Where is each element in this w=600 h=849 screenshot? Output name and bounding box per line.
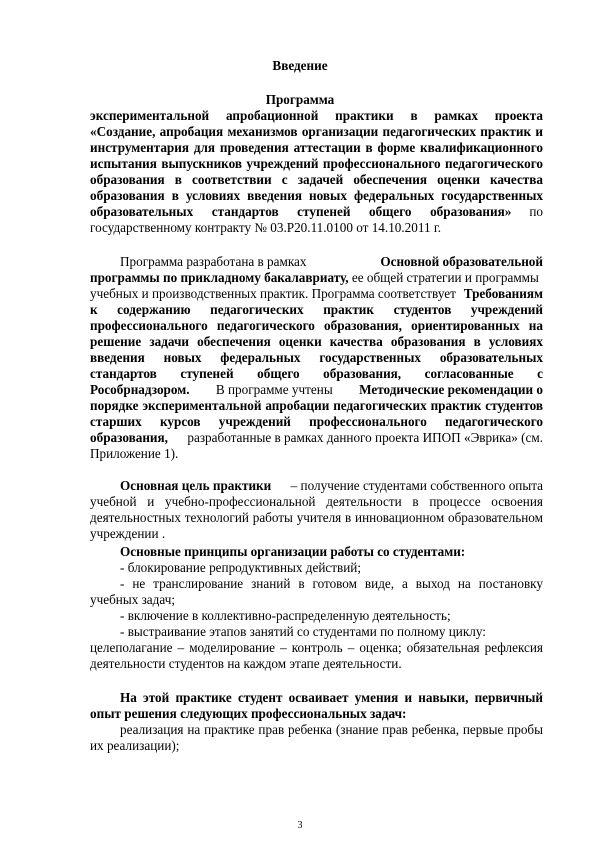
list-item: - блокирование репродуктивных действий; bbox=[120, 560, 362, 575]
block2-line: к содержанию педагогических практик студентов учреждений bbox=[90, 302, 543, 317]
block2-line bbox=[120, 254, 543, 270]
text-run: Программа разработана в рамках bbox=[120, 254, 307, 269]
list-item-cont: целеполагание – моделирование – контроль – оценка; обязательная рефлексия bbox=[90, 640, 543, 655]
text-run-bold: Рособрнадзором. bbox=[90, 382, 190, 397]
text-run-bold: Требованиям bbox=[463, 286, 543, 301]
block1-line: образования в соответствии с задачей обеспечения оценки качества bbox=[90, 172, 543, 187]
list-item: - не транслирование знаний в готовом виде, а выход на постановку bbox=[120, 576, 543, 591]
block2-line: стандартов ступеней общего образования, согласованные с bbox=[90, 366, 543, 381]
text-run-bold: программы по прикладному бакалавриату, bbox=[90, 270, 349, 285]
text-run: ее общей стратегии и программы bbox=[351, 270, 539, 285]
block4-line: их реализации); bbox=[90, 738, 180, 753]
block4-heading: На этой практике студент осваивает умения и навыки, первичный bbox=[120, 690, 543, 705]
block4-heading: опыт решения следующих профессиональных задач: bbox=[90, 706, 407, 721]
text-run: – получение студентами собственного опыта bbox=[290, 478, 543, 493]
block1-line bbox=[90, 204, 543, 220]
text-run: учебных и производственных практик. Программа соответствует bbox=[90, 286, 456, 301]
block1-tail: по bbox=[529, 204, 543, 219]
block2-line bbox=[90, 382, 543, 398]
text-run-bold: Основной образовательной bbox=[380, 254, 543, 269]
block3-line: учреждении . bbox=[90, 526, 166, 541]
block3-line: деятельностных технологий работы учителя в инновационном образовательном bbox=[90, 510, 543, 525]
block1-line: «Создание, апробация механизмов организации педагогических практик и bbox=[90, 124, 543, 139]
block1-line: образования в условиях введения новых федеральных государственных bbox=[90, 188, 543, 203]
standards-title: образовательных стандартов ступеней общего образования» bbox=[90, 204, 512, 219]
block2-line: введения новых федеральных государственных образовательных bbox=[90, 350, 543, 365]
block2-line: решение задачи обеспечения оценки качества образования в условиях bbox=[90, 334, 543, 349]
block1-line: экспериментальной апробационной практики в рамках проекта bbox=[90, 108, 543, 123]
list-item-cont: деятельности студентов на каждом этапе деятельности. bbox=[90, 656, 402, 671]
block2-line: Приложение 1). bbox=[90, 446, 179, 461]
text-run-bold: Методические рекомендации о bbox=[359, 382, 543, 397]
block1-line: инструментария для проведения аттестации в форме квалификационного bbox=[90, 140, 543, 155]
text-run-bold: Основная цель практики bbox=[120, 478, 272, 493]
list-item: - включение в коллективно-распределенную деятельность; bbox=[120, 608, 451, 623]
page-number: 3 bbox=[297, 820, 303, 831]
principles-heading: Основные принципы организации работы со студентами: bbox=[120, 544, 466, 559]
text-run-bold: образования, bbox=[90, 430, 168, 445]
block2-line: старших курсов учреждений профессионального педагогического bbox=[90, 414, 543, 429]
block2-line bbox=[90, 430, 543, 446]
contract-line: государственному контракту № 03.P20.11.0100 от 14.10.2011 г. bbox=[90, 220, 442, 235]
block1-line: испытания выпускников учреждений профессионального педагогического bbox=[90, 156, 543, 171]
list-item: - выстраивание этапов занятий со студентами по полному циклу: bbox=[120, 624, 486, 639]
block2-line: профессионального педагогического образования, ориентированных на bbox=[90, 318, 543, 333]
text-run: разработанные в рамках данного проекта ИПОП «Эврика» (см. bbox=[187, 430, 543, 445]
list-item-cont: учебных задач; bbox=[90, 592, 175, 607]
block2-line: порядке экспериментальной апробации педагогических практик студентов bbox=[90, 398, 543, 413]
block4-line: реализация на практике прав ребенка (знание прав ребенка, первые пробы bbox=[120, 722, 543, 737]
program-heading: Программа bbox=[265, 92, 335, 107]
text-run: В программе учтены bbox=[215, 382, 333, 397]
block3-line bbox=[120, 478, 543, 494]
page-title: Введение bbox=[272, 58, 328, 73]
block2-line bbox=[90, 270, 543, 286]
block2-line bbox=[90, 286, 543, 302]
block3-line: учебной и учебно-профессиональной деятельности в процессе освоения bbox=[90, 494, 543, 509]
